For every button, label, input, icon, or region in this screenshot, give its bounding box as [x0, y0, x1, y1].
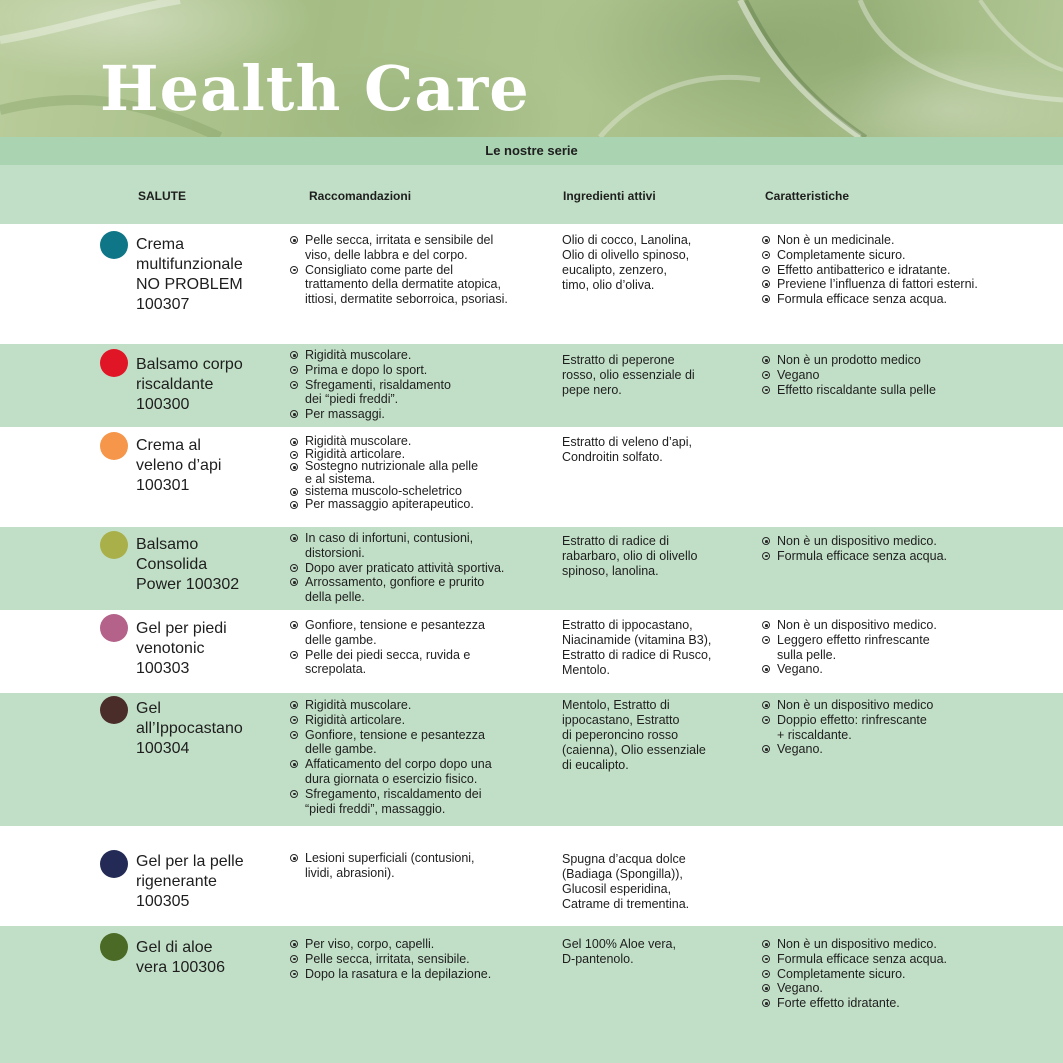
color-dot — [100, 531, 128, 559]
color-dot — [100, 432, 128, 460]
color-dot — [100, 349, 128, 377]
features-list: Non è un dispositivo medico. Formula efficace senza acqua. — [760, 534, 947, 564]
color-dot — [100, 614, 128, 642]
recommendations-list: Rigidità muscolare. Rigidità articolare. Gonfiore, tensione e pesantezza delle gambe. Affaticamento del corpo dopo una dura giornata o esercizio fisico. Sfregamento, riscaldamento dei “piedi freddi”, massaggio. — [288, 698, 492, 816]
column-header-raccomandazioni: Raccomandazioni — [309, 189, 412, 203]
recommendations-list: Per viso, corpo, capelli. Pelle secca, irritata, sensibile. Dopo la rasatura e la depilazione. — [288, 937, 491, 981]
hero-banner — [0, 0, 1063, 137]
recommendations-list: Gonfiore, tensione e pesantezza delle gambe. Pelle dei piedi secca, ruvida e screpolata. — [288, 618, 485, 677]
column-header-ingredienti: Ingredienti attivi — [563, 189, 656, 203]
recommendations-list: Rigidità muscolare. Rigidità articolare. Sostegno nutrizionale alla pelle e al sistema. sistema muscolo-scheletrico Per massaggio apiterapeutico. — [288, 435, 478, 511]
ingredients-text: Gel 100% Aloe vera, D-pantenolo. — [562, 937, 676, 966]
ingredients-text: Olio di cocco, Lanolina, Olio di olivello spinoso, eucalipto, zenzero, timo, olio d’oliva. — [562, 233, 692, 292]
features-list: Non è un dispositivo medico Doppio effetto: rinfrescante + riscaldante. Vegano. — [760, 698, 933, 757]
product-name: Balsamo Consolida Power 100302 — [136, 536, 240, 593]
product-name: Crema multifunzionale NO PROBLEM 100307 — [136, 236, 243, 313]
product-name: Gel per la pelle rigenerante 100305 — [136, 853, 244, 910]
color-dot — [100, 933, 128, 961]
features-list: Non è un prodotto medico Vegano Effetto riscaldante sulla pelle — [760, 353, 936, 397]
color-dot — [100, 850, 128, 878]
product-name: Gel per piedi venotonic 100303 — [136, 620, 227, 677]
product-name: Balsamo corpo riscaldante 100300 — [136, 356, 243, 413]
recommendations-list: Lesioni superficiali (contusioni, lividi, abrasioni). — [288, 851, 475, 881]
ingredients-text: Estratto di radice di rabarbaro, olio di olivello spinoso, lanolina. — [562, 534, 698, 578]
ingredients-text: Estratto di peperone rosso, olio essenziale di pepe nero. — [562, 353, 695, 397]
features-list: Non è un dispositivo medico. Formula efficace senza acqua. Completamente sicuro. Vegano. Forte effetto idratante. — [760, 937, 947, 1011]
features-list: Non è un dispositivo medico. Leggero effetto rinfrescante sulla pelle. Vegano. — [760, 618, 937, 677]
series-heading: Le nostre serie — [0, 137, 1063, 165]
ingredients-text: Spugna d’acqua dolce (Badiaga (Spongilla)), Glucosil esperidina, Catrame di trementina. — [562, 852, 690, 911]
product-name: Gel di aloe vera 100306 — [136, 939, 225, 976]
page-title: Health Care — [100, 52, 530, 125]
product-name: Crema al veleno d’api 100301 — [136, 437, 222, 494]
color-dot — [100, 696, 128, 724]
features-list: Non è un medicinale. Completamente sicuro. Effetto antibatterico e idratante. Previene l’influenza di fattori esterni. Formula efficace senza acqua. — [760, 233, 978, 307]
recommendations-list: Pelle secca, irritata e sensibile del viso, delle labbra e del corpo. Consigliato come parte del trattamento della dermatite atopica, ittiosi, dermatite seborroica, psoriasi. — [288, 233, 508, 307]
ingredients-text: Estratto di veleno d’api, Condroitin solfato. — [562, 435, 692, 464]
recommendations-list: In caso di infortuni, contusioni, distorsioni. Dopo aver praticato attività sportiva. Arrossamento, gonfiore e prurito della pelle. — [288, 531, 504, 605]
ingredients-text: Estratto di ippocastano, Niacinamide (vitamina B3), Estratto di radice di Rusco, Mentolo. — [562, 618, 712, 677]
product-name: Gel all’Ippocastano 100304 — [136, 700, 243, 757]
column-header-caratteristiche: Caratteristiche — [765, 189, 850, 203]
recommendations-list: Rigidità muscolare. Prima e dopo lo sport. Sfregamenti, risaldamento dei “piedi freddi”. Per massaggi. — [288, 348, 451, 422]
ingredients-text: Mentolo, Estratto di ippocastano, Estratto di peperoncino rosso (caienna), Olio essenziale di eucalipto. — [562, 698, 706, 772]
color-dot — [100, 231, 128, 259]
column-header-salute: SALUTE — [138, 189, 186, 203]
